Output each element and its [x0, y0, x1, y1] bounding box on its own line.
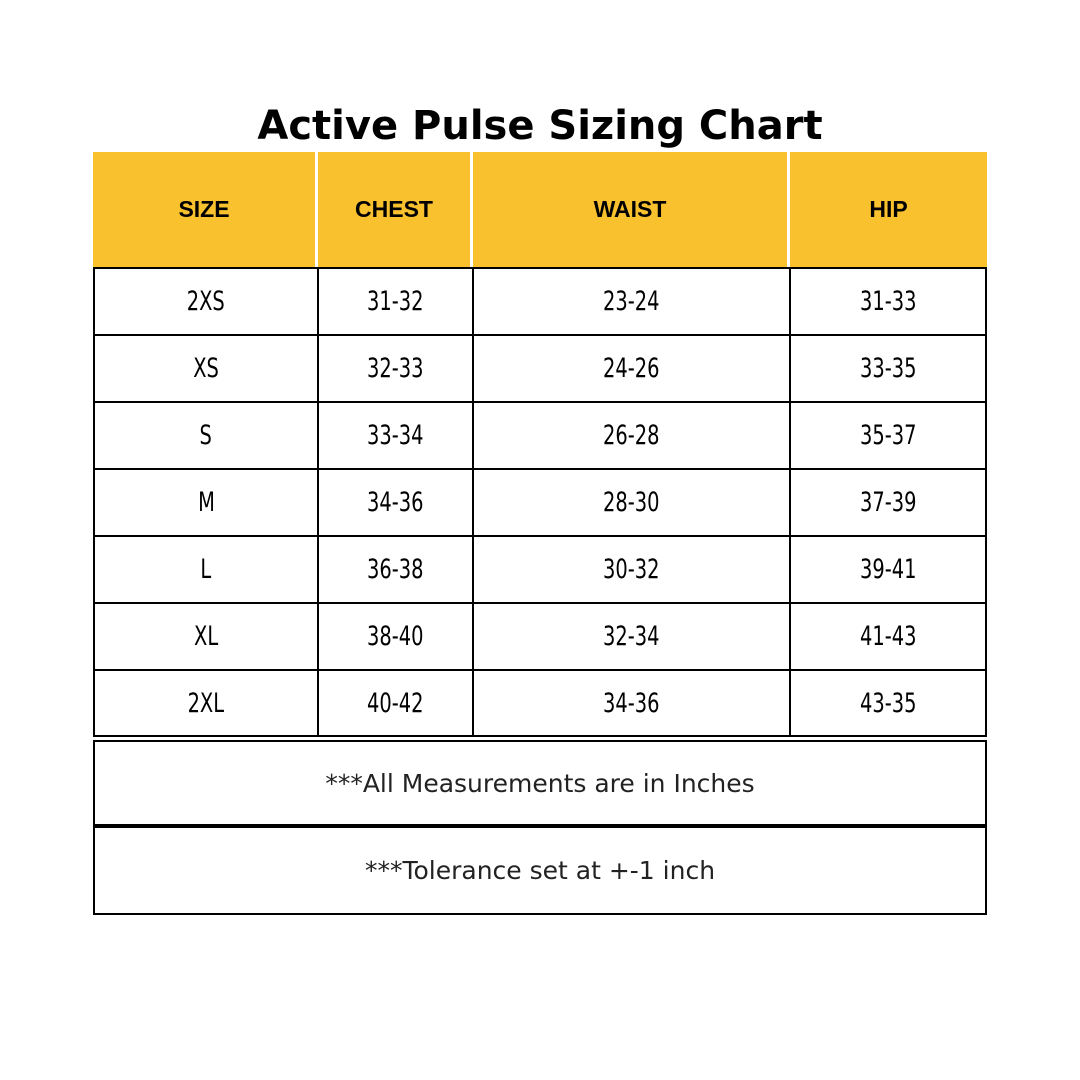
hip-cell: 35-37 [859, 420, 917, 451]
size-cell: 2XL [95, 671, 319, 735]
table-row [95, 403, 985, 470]
hip-cell: 37-39 [859, 487, 917, 518]
size-table [93, 267, 987, 737]
chest-cell: 40-42 [319, 671, 474, 735]
table-row [95, 336, 985, 403]
size-cell: L [95, 537, 319, 602]
size-cell: XL [95, 604, 319, 669]
waist-cell: 24-26 [474, 336, 791, 401]
table-row [95, 537, 985, 604]
size-cell: S [95, 403, 319, 468]
waist-cell: 28-30 [474, 470, 791, 535]
table-row [95, 671, 985, 738]
size-cell: XS [95, 336, 319, 401]
measurement-note-text: ***All Measurements are in Inches [325, 768, 755, 798]
chest-cell: 32-33 [319, 336, 474, 401]
hip-cell: 43-35 [859, 687, 917, 719]
waist-cell: 26-28 [474, 403, 791, 468]
table-row [95, 604, 985, 671]
hip-cell: 31-33 [859, 286, 917, 317]
chart-title: Active Pulse Sizing Chart [257, 103, 823, 149]
header-chest: CHEST [318, 152, 470, 267]
header-size: SIZE [93, 152, 315, 267]
size-cell: M [95, 470, 319, 535]
waist-cell: 23-24 [474, 269, 791, 334]
chest-cell: 38-40 [319, 604, 474, 669]
table-header-row [93, 152, 987, 267]
waist-cell: 34-36 [474, 671, 791, 735]
hip-cell: 33-35 [859, 353, 917, 384]
header-hip: HIP [790, 152, 987, 267]
chest-cell: 34-36 [319, 470, 474, 535]
table-row [95, 269, 985, 336]
table-row [95, 470, 985, 537]
size-cell: 2XS [95, 269, 319, 334]
tolerance-note [93, 827, 987, 915]
chest-cell: 31-32 [319, 269, 474, 334]
hip-cell: 41-43 [859, 621, 917, 652]
chest-cell: 33-34 [319, 403, 474, 468]
tolerance-note-text: ***Tolerance set at +-1 inch [364, 856, 716, 885]
waist-cell: 32-34 [474, 604, 791, 669]
waist-cell: 30-32 [474, 537, 791, 602]
header-waist: WAIST [473, 152, 787, 267]
hip-cell: 39-41 [859, 554, 917, 585]
measurement-note [93, 740, 987, 827]
chest-cell: 36-38 [319, 537, 474, 602]
